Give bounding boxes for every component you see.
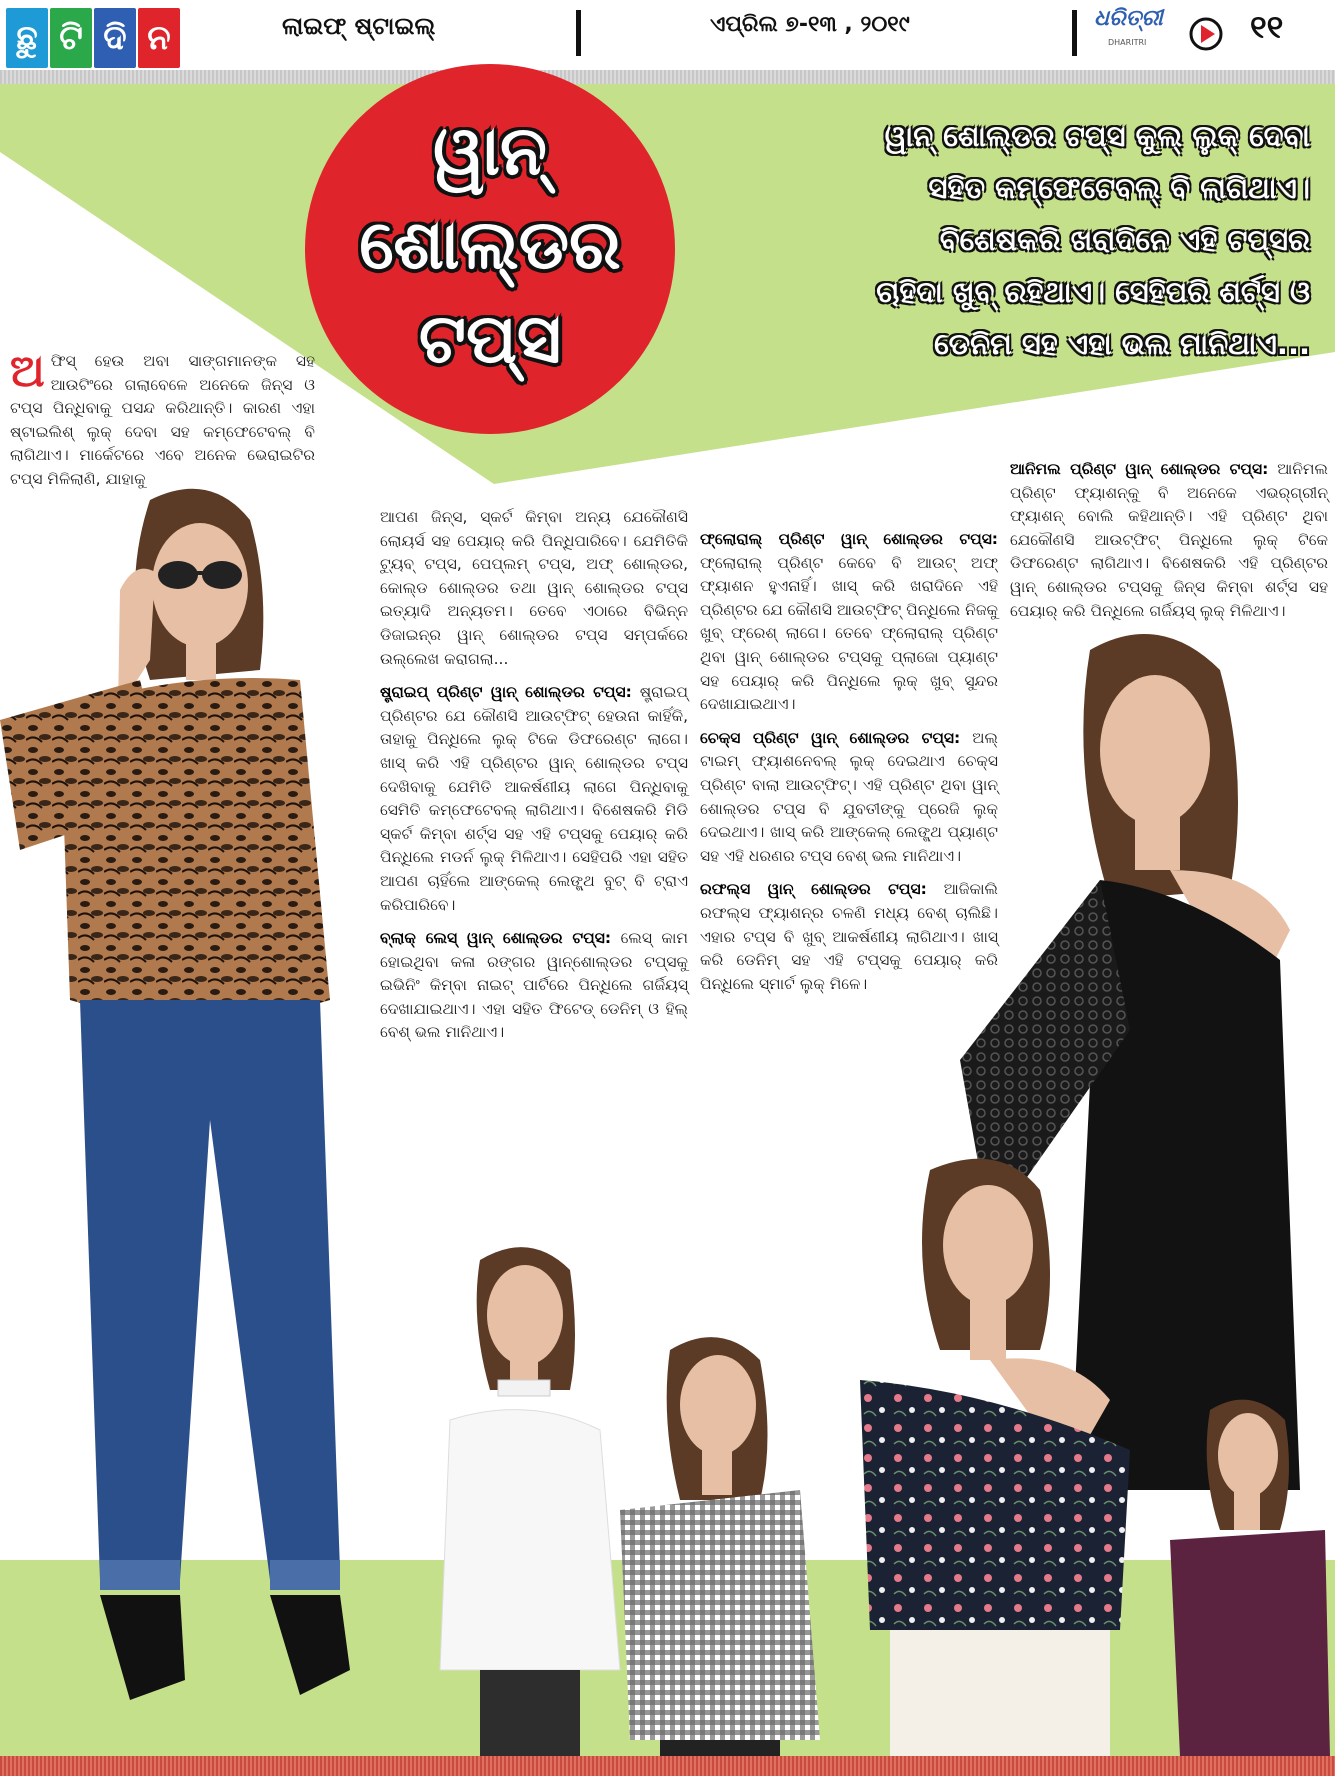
header-divider [1072, 10, 1077, 56]
ruffle-text: ଆଜିକାଲି ରଫଲ୍ସ ଫ୍ୟାଶନ୍‌ର ଚଳଣି ମଧ୍ୟ ବେଶ୍ ଚାଲିଛି। ଏହାର ଟପ୍ସ ବି ଖୁବ୍ ଆକର୍ଷଣୀୟ ଲାଗିଥାଏ। ଖାସ୍ କରି ଡେନିମ୍ ସହ ଏହି ଟପ୍ସକୁ ପେୟାର୍ କରି ପିନ୍ଧିଲେ ସ୍ମାର୍ଟ ଲୁକ୍ ମିଳେ। [700, 880, 998, 993]
model-photo-floral-top [830, 1150, 1150, 1756]
animal-subhead: ଆନିମଲ ପ୍ରିଣ୍ଟ ୱାନ୍ ଶୋଲ୍ଡର ଟପ୍ସ: [1010, 460, 1269, 478]
ruffle-subhead: ରଫଲ୍ସ ୱାନ୍ ଶୋଲ୍ଡର ଟପ୍ସ: [700, 880, 927, 899]
deck-line: ବିଶେଷକରି ଖରାଦିନେ ଏହି ଟପ୍ସର [939, 223, 1310, 257]
deck [810, 110, 1310, 370]
check-section [700, 727, 998, 869]
footer-rule [0, 1756, 1335, 1776]
ruffle-section [700, 878, 998, 996]
headline-line-2: ଶୋଲ୍ଡର [359, 206, 621, 285]
lace-text: ଲେସ୍ କାମ ହୋଇଥିବା କଳା ରଙ୍ଗର ୱାନ୍‌ଶୋଲ୍ଡର ଟପ୍ସକୁ ଇଭିନିଂ କିମ୍ବା ନାଇଟ୍ ପାର୍ଟିରେ ପିନ୍ଧିଲେ ଗର୍ଜିୟସ୍ ଦେଖାଯାଇଥାଏ। ଏହା ସହିତ ଫିଟେଡ୍ ଡେନିମ୍ ଓ ହିଲ୍ ବେଶ୍ ଭଲ ମାନିଥାଏ। [380, 929, 688, 1042]
article-column-3 [700, 528, 998, 1006]
header-rule [0, 70, 1335, 84]
masthead-letter-3: ଦି [94, 8, 136, 68]
masthead-letter-1: ଛୁ [6, 8, 48, 68]
intro-continued: ଆପଣ ଜିନ୍ସ, ସ୍କର୍ଟ କିମ୍ବା ଅନ୍ୟ ଯେକୌଣସି ଲୋୟର୍ସ ସହ ପେୟାର୍ କରି ପିନ୍ଧିପାରିବେ। ଯେମିତିକି ଟ୍ୟୁବ୍ ଟପ୍ସ, ପେପ୍ଲମ୍ ଟପ୍ସ, ଅଫ୍ ଶୋଲ୍ଡର, କୋଲ୍ଡ ଶୋଲ୍ଡର ତଥା ୱାନ୍ ଶୋଲ୍ଡର ଟପ୍ସ ଇତ୍ୟାଦି ଅନ୍ୟତମ। ତେବେ ଏଠାରେ ବିଭିନ୍ନ ଡିଜାଇନ୍‌ର ୱାନ୍ ଶୋଲ୍ଡର ଟପ୍ସ ସମ୍ପର୍କରେ ଉଲ୍ଲେଖ କରାଗଲା... [380, 508, 688, 668]
brand-logo-subtext: DHARITRI [1108, 38, 1147, 47]
deck-line: ସହିତ କମ୍ଫେଟେବଲ୍ ବି ଲାଗିଥାଏ। [928, 171, 1310, 205]
animal-text: ଆନିମଲ ପ୍ରିଣ୍ଟ ଫ୍ୟାଶନ୍‌କୁ ବି ଅନେକେ ଏଭର୍‌ଗ୍ରୀନ୍ ଫ୍ୟାଶନ୍ ବୋଲି କହିଥାନ୍ତି। ଏହି ପ୍ରିଣ୍ଟ ଥିବା ଯେକୌଣସି ଆଉଟ୍‌ଫିଟ୍ ପିନ୍ଧିଲେ ଲୁକ୍ ଟିକେ ଡିଫରେଣ୍ଟ ଲାଗିଥାଏ। ବିଶେଷକରି ଏହି ପ୍ରିଣ୍ଟର ୱାନ୍ ଶୋଲ୍ଡର ଟପ୍ସକୁ ଜିନ୍ସ କିମ୍ବା ଶର୍ଟ୍ସ ସହ ପେୟାର୍ କରି ପିନ୍ଧିଲେ ଗର୍ଜିୟସ୍ ଲୁକ୍ ମିଳିଥାଏ। [1010, 460, 1328, 620]
floral-text: ଫ୍ଲୋରାଲ୍ ପ୍ରିଣ୍ଟ କେବେ ବି ଆଉଟ୍ ଅଫ୍ ଫ୍ୟାଶନ ହୁଏନାହିଁ। ଖାସ୍ କରି ଖରାଦିନେ ଏହି ପ୍ରିଣ୍ଟର ଯେ କୌଣସି ଆଉଟ୍‌ଫିଟ୍ ପିନ୍ଧିଲେ ନିଜକୁ ଖୁବ୍ ଫ୍ରେଶ୍ ଲାଗେ। ତେବେ ଫ୍ଲୋରାଲ୍ ପ୍ରିଣ୍ଟ ଥିବା ୱାନ୍ ଶୋଲ୍ଡର ଟପ୍ସକୁ ପ୍ଲାଜୋ ପ୍ୟାଣ୍ଟ ସହ ପେୟାର୍ କରି ପିନ୍ଧିଲେ ଲୁକ୍ ଖୁବ୍ ସୁନ୍ଦର ଦେଖାଯାଇଥାଏ। [700, 553, 998, 714]
stripe-section [380, 681, 688, 917]
header-divider [576, 10, 581, 56]
intro-text: ଫିସ୍ ହେଉ ଅବା ସାଙ୍ଗମାନଙ୍କ ସହ ଆଉଟିଂରେ ଗଲାବେଳେ ଅନେକେ ଜିନ୍ସ ଓ ଟପ୍ସ ପିନ୍ଧିବାକୁ ପସନ୍ଦ କରିଥାନ୍ତି। କାରଣ ଏହା ଷ୍ଟାଇଲିଶ୍ ଲୁକ୍ ଦେବା ସହ କମ୍ଫେଟେବଲ୍ ବି ଲାଗିଥାଏ। ମାର୍କେଟରେ ଏବେ ଅନେକ ଭେରାଇଟିର ଟପ୍ସ ମିଳିଲାଣି, ଯାହାକୁ [10, 352, 315, 488]
headline-line-1: ୱାନ୍ [433, 112, 547, 191]
stripe-text: ଷ୍ଟ୍ରାଇପ୍ ପ୍ରିଣ୍ଟର ଯେ କୌଣସି ଆଉଟ୍‌ଫିଟ୍ ହେଉନା କାହିଁକି, ତାହାକୁ ପିନ୍ଧିଲେ ଲୁକ୍ ଟିକେ ଡିଫରେଣ୍ଟ ଲାଗେ। ଖାସ୍ କରି ଏହି ପ୍ରିଣ୍ଟର ୱାନ୍ ଶୋଲ୍ଡର ଟପ୍ସ ଦେଖିବାକୁ ଯେମିତି ଆକର୍ଷଣୀୟ ଲାଗେ ପିନ୍ଧିବାକୁ ସେମିତି କମ୍ଫେଟେବଲ୍ ଲାଗିଥାଏ। ବିଶେଷକରି ମିଡି ସ୍କର୍ଟ କିମ୍ବା ଶର୍ଟ୍ସ ସହ ଏହି ଟପ୍ସକୁ ପେୟାର୍ କରି ପିନ୍ଧିଲେ ମଡର୍ନ ଲୁକ୍ ମିଳିଥାଏ। ସେହିପରି ଏହା ସହିତ ଆପଣ ଚାହିଁଲେ ଆଙ୍କେଲ୍ ଲେଙ୍ଗ୍ଥ ବୁଟ୍ ବି ଟ୍ରାଏ କରିପାରିବେ। [380, 683, 688, 914]
brand-logo: ଧରିତ୍ରୀ [1094, 6, 1163, 31]
floral-subhead: ଫ୍ଲୋରାଲ୍ ପ୍ରିଣ୍ଟ ୱାନ୍ ଶୋଲ୍ଡର ଟପ୍ସ: [700, 530, 998, 548]
model-photo-animal-print [0, 480, 380, 1750]
deck-line: ୱାନ୍ ଶୋଲ୍ଡର ଟପ୍ସ କୁଲ୍ ଲୁକ୍ ଦେବା [884, 119, 1310, 153]
article-column-2 [380, 506, 688, 1055]
model-photo-gingham-top [600, 1320, 840, 1756]
lace-subhead: ବ୍ଲାକ୍ ଲେସ୍ ୱାନ୍ ଶୋଲ୍ଡର ଟପ୍ସ: [380, 929, 612, 948]
play-icon [1188, 16, 1224, 52]
masthead-letter-2: ଟି [50, 8, 92, 68]
article-column-4 [1010, 458, 1328, 633]
deck-line: ଚାହିଦା ଖୁବ୍ ରହିଥାଏ। ସେହିପରି ଶର୍ଟ୍ସ ଓ [876, 275, 1310, 309]
floral-section [700, 528, 998, 717]
animal-section [1010, 458, 1328, 623]
stripe-subhead: ଷ୍ଟ୍ରାଇପ୍ ପ୍ରିଣ୍ଟ ୱାନ୍ ଶୋଲ୍ଡର ଟପ୍ସ: [380, 683, 632, 702]
lace-section [380, 927, 688, 1045]
issue-date: ଏପ୍ରିଲ ୭-୧୩ , ୨୦୧୯ [710, 12, 910, 37]
model-photo-white-top [420, 1230, 630, 1756]
check-text: ଅଲ୍ ଟାଇମ୍ ଫ୍ୟାଶନେବଲ୍ ଲୁକ୍ ଦେଇଥାଏ ଚେକ୍ସ ପ୍ରିଣ୍ଟ ବାଲା ଆଉଟ୍‌ଫିଟ୍। ଏହି ପ୍ରିଣ୍ଟ ଥିବା ୱାନ୍ ଶୋଲ୍ଡର ଟପ୍ସ ବି ଯୁବତୀଙ୍କୁ ପ୍ରେଜି ଲୁକ୍ ଦେଇଥାଏ। ଖାସ୍ କରି ଆଙ୍କେଲ୍ ଲେଙ୍ଗ୍ଥ ପ୍ୟାଣ୍ଟ ସହ ଏହି ଧରଣର ଟପ୍ସ ବେଶ୍ ଭଲ ମାନିଥାଏ। [700, 728, 998, 865]
drop-cap: ଅ [10, 346, 45, 397]
masthead-letter-4: ନ [138, 8, 180, 68]
check-subhead: ଚେକ୍ସ ପ୍ରିଣ୍ଟ ୱାନ୍ ଶୋଲ୍ଡର ଟପ୍ସ: [700, 728, 961, 747]
model-photo-purple-top [1160, 1390, 1330, 1756]
masthead [0, 0, 1335, 70]
intro-paragraph [10, 346, 315, 492]
headline-line-3: ଟପ୍ସ [418, 300, 562, 379]
section-name: ଲାଇଫ୍ ଷ୍ଟାଇଲ୍ [282, 12, 436, 40]
page-number: ୧୧ [1250, 8, 1284, 46]
deck-line: ଡେନିମ ସହ ଏହା ଭଲ ମାନିଥାଏ... [934, 327, 1310, 361]
